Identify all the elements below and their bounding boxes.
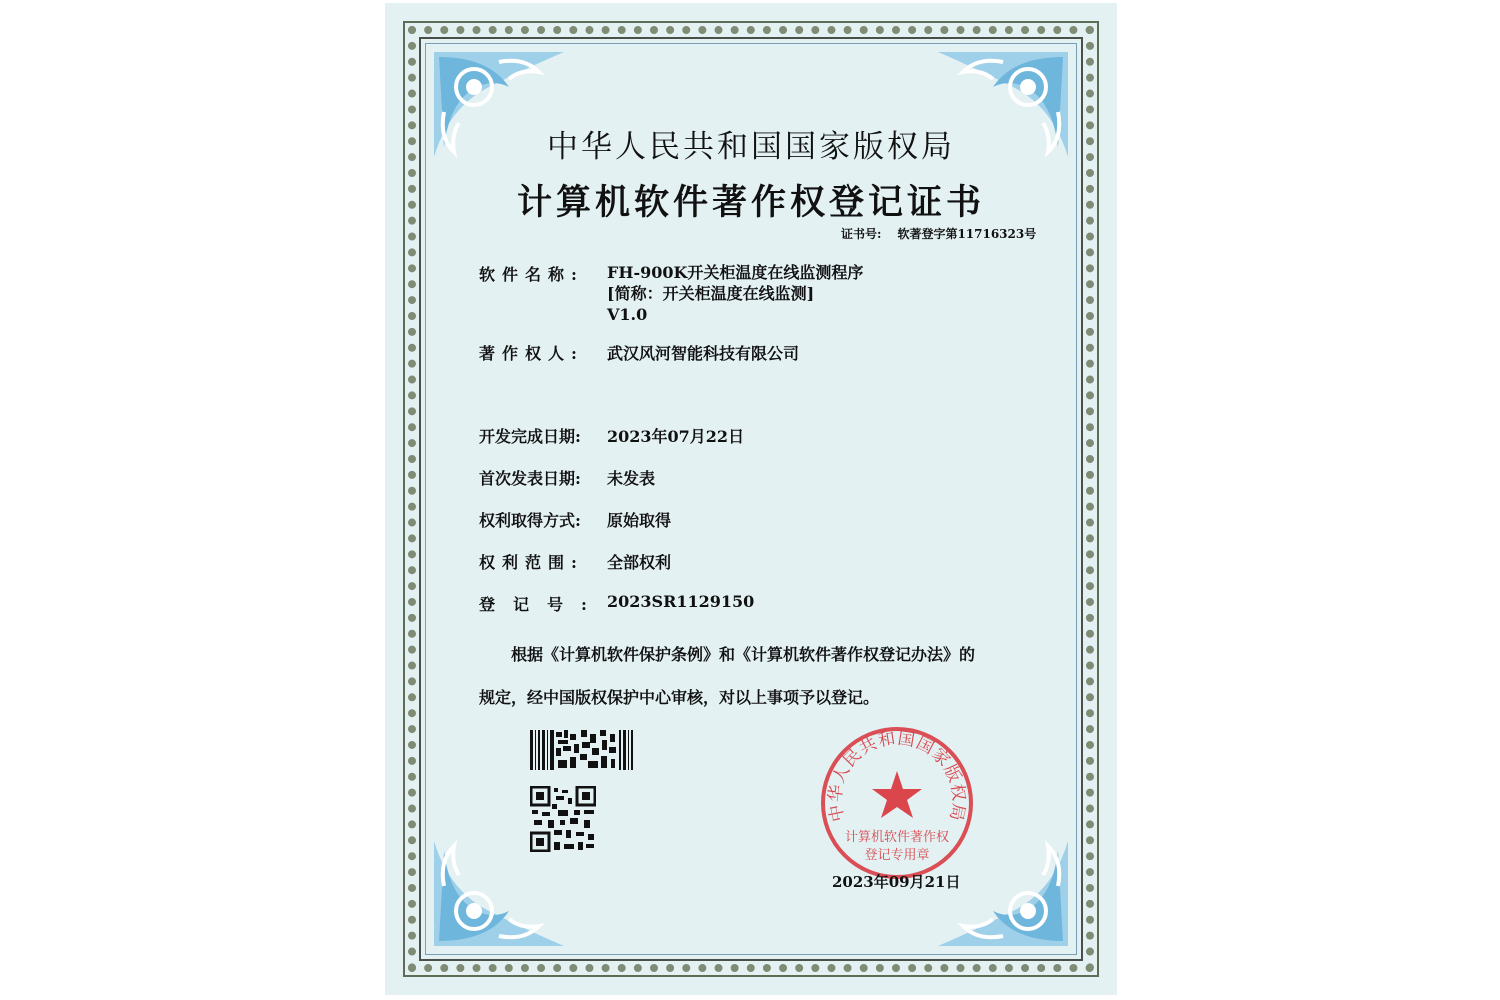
- barcode-icon: [530, 730, 636, 770]
- software-name-line: FH-900K开关柜温度在线监测程序: [607, 263, 864, 282]
- software-name-short: [简称：开关柜温度在线监测]: [607, 284, 815, 303]
- statement-line-1: 根据《计算机软件保护条例》和《计算机软件著作权登记办法》的: [511, 645, 976, 664]
- issuing-authority: 中华人民共和国国家版权局: [547, 129, 955, 165]
- certificate-title: 计算机软件著作权登记证书: [516, 182, 985, 223]
- statement-line-2: 规定，经中国版权保护中心审核，对以上事项予以登记。: [479, 688, 880, 707]
- certificate-number-value: 软著登字第11716323号: [897, 227, 1037, 241]
- field-registration-no: [479, 592, 754, 615]
- field-value: 2023年07月22日: [607, 427, 745, 446]
- seal-inner-line-1: 计算机软件著作权: [844, 830, 950, 845]
- software-version: V1.0: [607, 305, 648, 324]
- certificate-number-label: 证书号:: [841, 227, 882, 241]
- official-seal: [817, 723, 977, 883]
- field-label: 首次发表日期:: [479, 469, 581, 488]
- field-label: 登记号:: [479, 595, 605, 614]
- field-first-publication: [479, 466, 655, 489]
- certificate: [385, 3, 1117, 995]
- field-value: 原始取得: [607, 511, 672, 530]
- qr-code-icon: [530, 786, 596, 852]
- seal-star-icon: [872, 771, 922, 818]
- field-label: 权利取得方式:: [479, 511, 581, 530]
- field-copyright-owner: [479, 341, 799, 364]
- field-label: 著作权人:: [479, 344, 584, 363]
- seal-outer-text: 中华人民共和国国家版权局: [825, 728, 969, 824]
- field-label: 软件名称:: [479, 265, 584, 284]
- field-value: 2023SR1129150: [607, 592, 755, 611]
- field-scope: [479, 550, 671, 573]
- field-value: 未发表: [607, 469, 656, 488]
- field-value: 全部权利: [607, 553, 672, 572]
- field-acquisition-method: [479, 508, 671, 531]
- field-completion-date: [479, 424, 744, 447]
- field-value: 武汉风河智能科技有限公司: [607, 344, 800, 363]
- field-label: 开发完成日期:: [479, 427, 581, 446]
- field-software-name: [479, 262, 863, 325]
- field-value: [607, 262, 863, 325]
- field-label: 权利范围:: [479, 553, 584, 572]
- certificate-number: [841, 225, 1036, 242]
- seal-inner-line-2: 登记专用章: [864, 848, 930, 863]
- issue-date: 2023年09月21日: [832, 873, 961, 891]
